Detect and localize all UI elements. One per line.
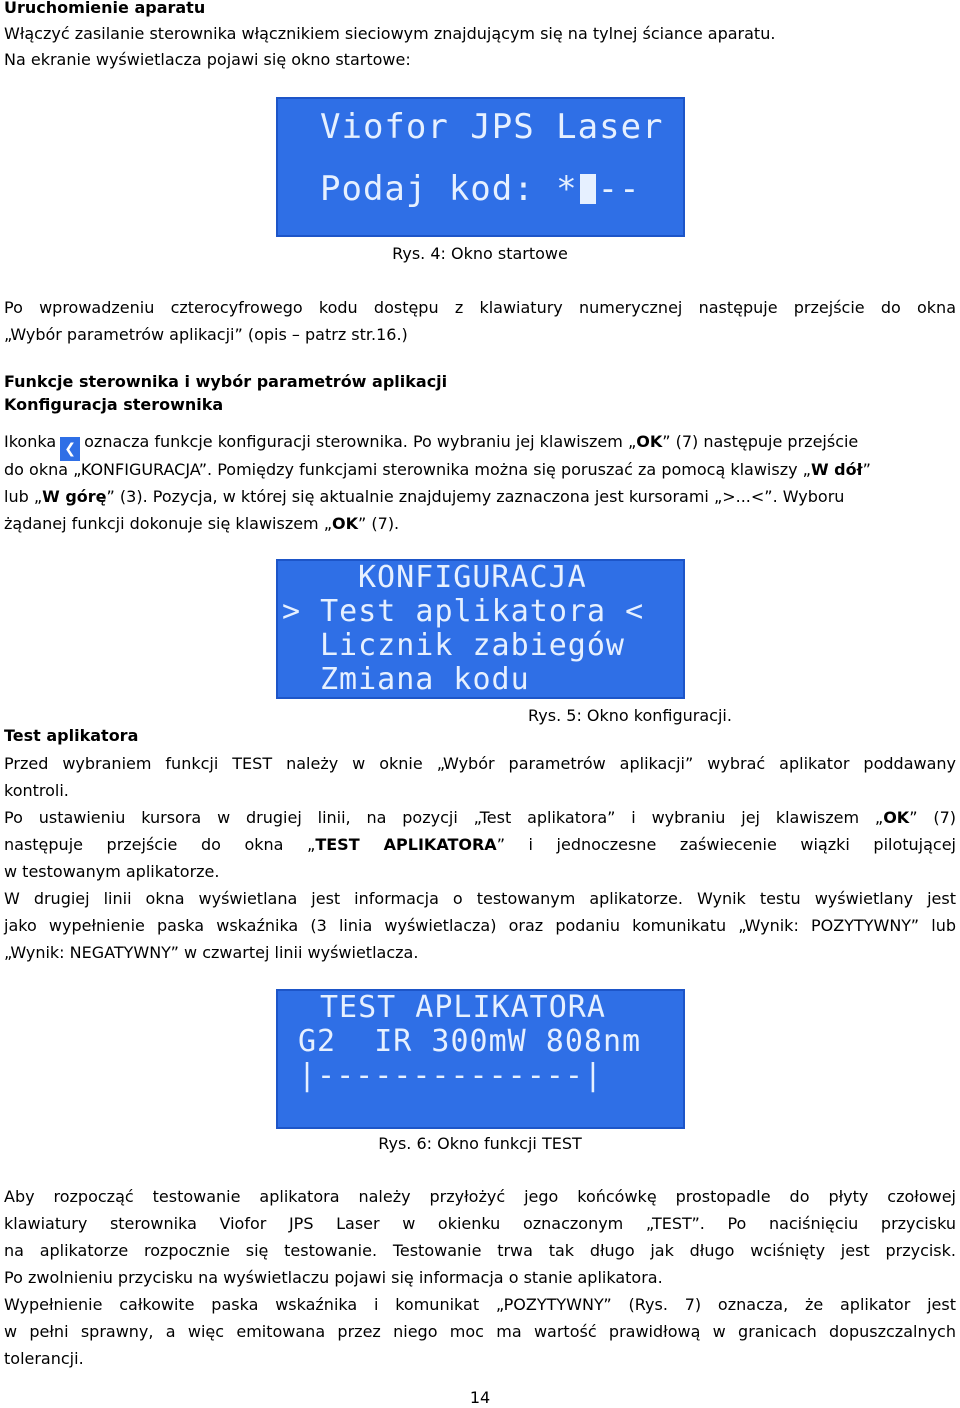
paragraph-line: „Wybór parametrów aplikacji” (opis – patrz str.16.) (4, 325, 408, 344)
figure-caption: Rys. 5: Okno konfiguracji. (528, 706, 732, 725)
paragraph-line: klawiatury sterownika Viofor JPS Laser w okienku oznaczonym „TEST”. Po naciśnięciu przycisku (4, 1214, 956, 1233)
subsection-heading: Konfiguracja sterownika (4, 395, 224, 414)
lcd-cursor (580, 174, 596, 204)
lcd-progress-bar: |--------------| (298, 1058, 603, 1093)
section-heading: Uruchomienie aparatu (4, 0, 206, 17)
configuration-icon: ❮ (60, 437, 80, 461)
section-heading: Test aplikatora (4, 726, 139, 745)
lcd-line: Zmiana kodu (320, 662, 530, 697)
section-heading: Funkcje sterownika i wybór parametrów aplikacji (4, 372, 448, 391)
figure-caption: Rys. 4: Okno startowe (392, 244, 568, 263)
paragraph-line: następuje przejście do okna „TEST APLIKATORA” i jednoczesne zaświecenie wiązki pilotującej (4, 835, 957, 854)
paragraph-line: Włączyć zasilanie sterownika włącznikiem sieciowym znajdującym się na tylnej ściance aparatu. (4, 24, 776, 43)
lcd-line: > Test aplikatora < (282, 594, 645, 629)
paragraph-line: żądanej funkcji dokonuje się klawiszem „OK” (7). (4, 514, 400, 533)
paragraph-line: Wypełnienie całkowite paska wskaźnika i komunikat „POZYTYWNY” (Rys. 7) oznacza, że aplikator jest (4, 1295, 956, 1314)
paragraph-line: Po wprowadzeniu czterocyfrowego kodu dostępu z klawiatury numerycznej następuje przejście do okna (4, 298, 956, 317)
paragraph-line: w testowanym aplikatorze. (4, 862, 220, 881)
lcd-line: Viofor JPS Laser (320, 107, 664, 147)
lcd-line: KONFIGURACJA (358, 560, 587, 595)
lcd-start-window (276, 97, 685, 237)
lcd-test-window (276, 989, 685, 1129)
paragraph-line: lub „W górę” (3). Pozycja, w której się aktualnie znajdujemy zaznaczona jest kursorami „>...<”. Wyboru (4, 487, 845, 506)
paragraph-line: Na ekranie wyświetlacza pojawi się okno startowe: (4, 50, 411, 69)
paragraph-line: do okna „KONFIGURACJA”. Pomiędzy funkcjami sterownika można się poruszać za pomocą klawiszy „W dół” (4, 460, 871, 479)
paragraph-line: kontroli. (4, 781, 69, 800)
figure-caption: Rys. 6: Okno funkcji TEST (378, 1134, 582, 1153)
paragraph-line: w pełni sprawny, a więc emitowana przez niego moc ma wartość prawidłową w granicach dopuszczalnych (4, 1322, 956, 1341)
paragraph-line: Przed wybraniem funkcji TEST należy w oknie „Wybór parametrów aplikacji” wybrać aplikator poddawany (4, 754, 956, 773)
lcd-line: Licznik zabiegów (320, 628, 625, 663)
paragraph-line: jako wypełnienie paska wskaźnika (3 linia wyświetlacza) oraz podaniu komunikatu „Wynik: POZYTYWNY” lub (4, 916, 956, 935)
paragraph-line: W drugiej linii okna wyświetlana jest informacja o testowanym aplikatorze. Wynik testu wyświetlany jest (4, 889, 956, 908)
paragraph-line: Aby rozpocząć testowanie aplikatora należy przyłożyć jego końcówkę prostopadle do płyty czołowej (4, 1187, 956, 1206)
lcd-line: TEST APLIKATORA (320, 990, 606, 1025)
paragraph-line: na aplikatorze rozpocznie się testowanie. Testowanie trwa tak długo jak długo wciśnięty jest przycisk. (4, 1241, 956, 1260)
paragraph-line: Po zwolnieniu przycisku na wyświetlaczu pojawi się informacja o stanie aplikatora. (4, 1268, 663, 1287)
page-number: 14 (469, 1388, 491, 1407)
paragraph-line: Ikonka ❮ oznacza funkcje konfiguracji sterownika. Po wybraniu jej klawiszem „OK” (7) następuje przejście (4, 432, 956, 461)
paragraph-line: „Wynik: NEGATYWNY” w czwartej linii wyświetlacza. (4, 943, 419, 962)
paragraph-line: Po ustawieniu kursora w drugiej linii, na pozycji „Test aplikatora” i wybraniu jej klawiszem „OK” (7) (4, 808, 957, 827)
lcd-line: G2 IR 300mW 808nm (298, 1024, 642, 1059)
lcd-line: Podaj kod: * -- (320, 169, 641, 209)
paragraph-line: tolerancji. (4, 1349, 84, 1368)
lcd-configuration-window (276, 559, 685, 699)
